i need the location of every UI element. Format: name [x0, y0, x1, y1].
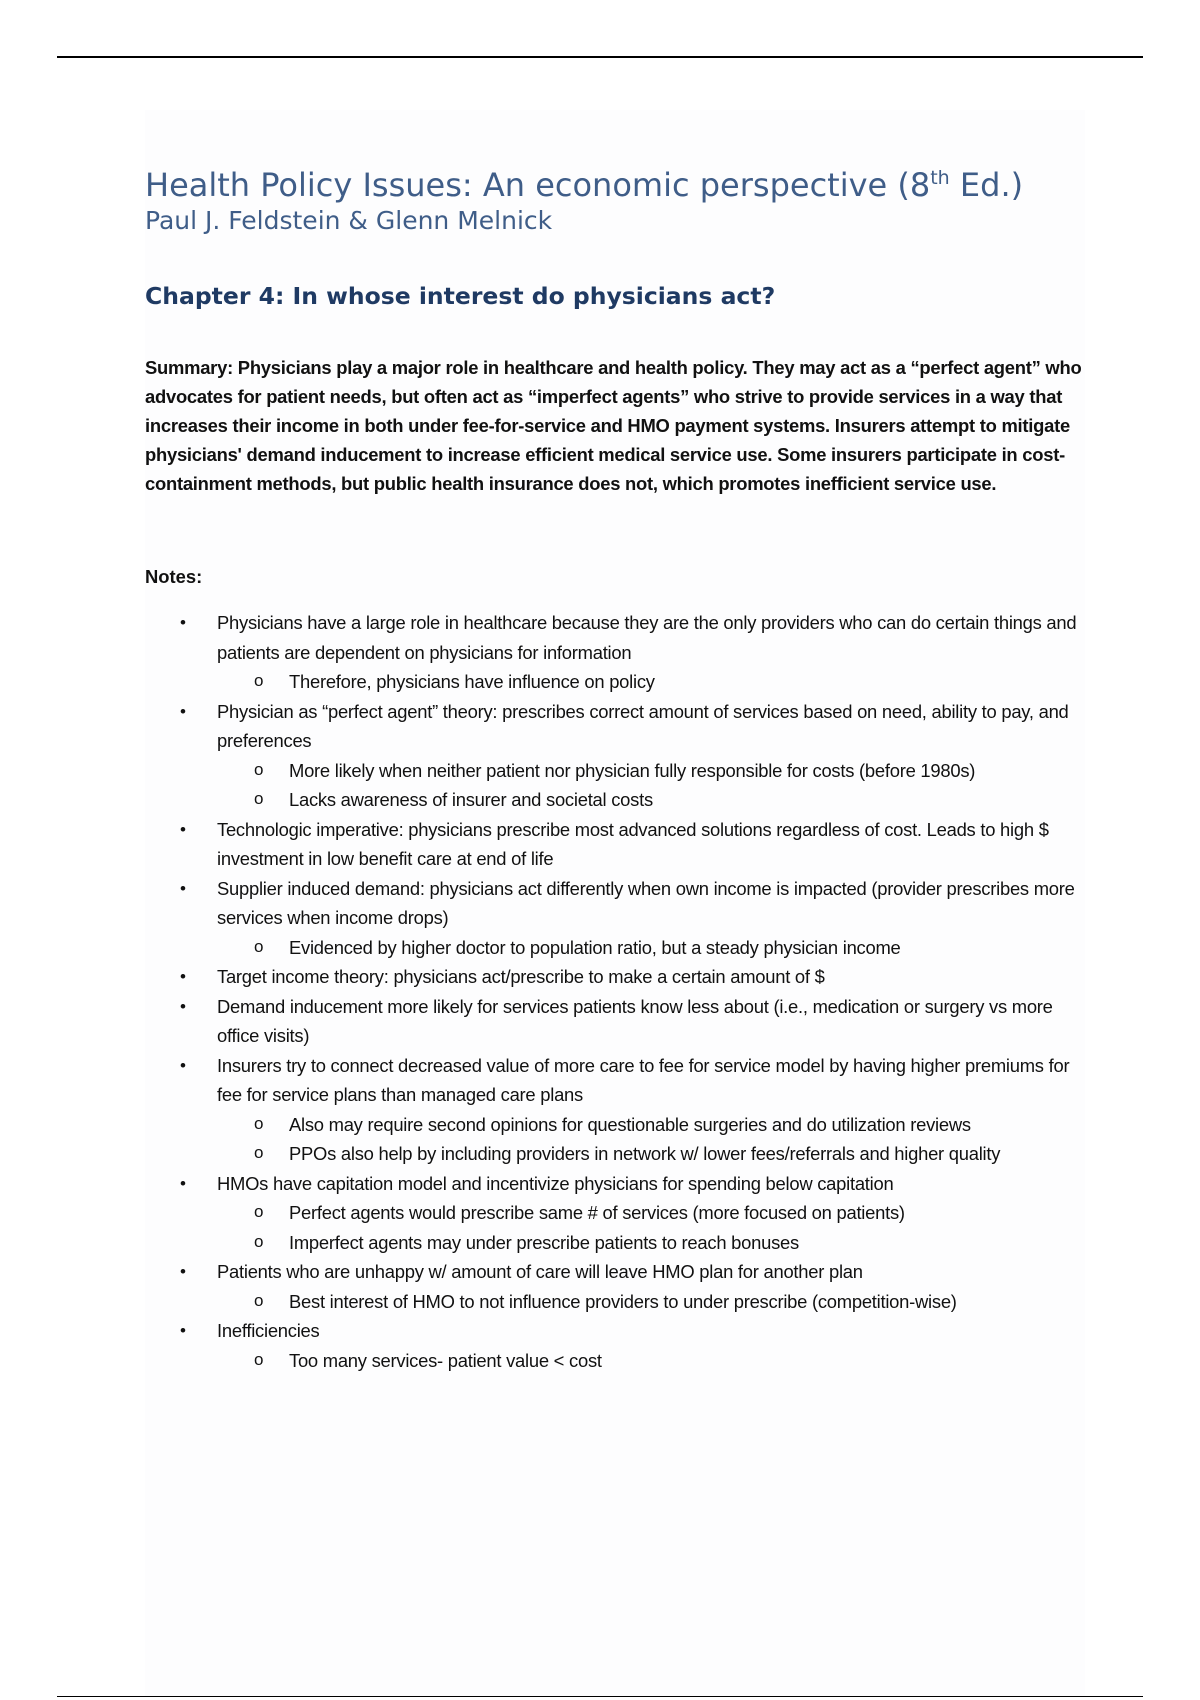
- sub-note-text: Evidenced by higher doctor to population ratio, but a steady physician income: [289, 936, 901, 958]
- note-text: Demand inducement more likely for services patients know less about (i.e., medication or surgery vs more office visits): [217, 995, 1053, 1046]
- hollow-bullet-icon: o: [254, 759, 264, 779]
- sub-note-text: Perfect agents would prescribe same # of services (more focused on patients): [289, 1202, 905, 1223]
- bullet-icon: •: [180, 1055, 186, 1075]
- sub-note-text: Too many services- patient value < cost: [289, 1349, 602, 1371]
- note-item: [145, 1257, 1090, 1316]
- document-title: Health Policy Issues: An economic perspective (8th Ed.): [145, 166, 1024, 204]
- note-text: Patients who are unhappy w/ amount of care will leave HMO plan for another plan: [217, 1261, 863, 1282]
- note-item: [145, 874, 1090, 963]
- note-text: Supplier induced demand: physicians act differently when own income is impacted (provider prescribes more services when income drops): [217, 877, 1075, 928]
- sub-note-item: [217, 1110, 1090, 1140]
- hollow-bullet-icon: o: [254, 936, 264, 956]
- sub-note-item: [217, 1287, 1090, 1317]
- note-text: Insurers try to connect decreased value of more care to fee for service model by having higher premiums for fee for service plans than managed care plans: [217, 1054, 1070, 1105]
- bullet-icon: •: [180, 967, 186, 986]
- sub-note-item: [217, 1139, 1090, 1169]
- bullet-icon: •: [180, 1321, 186, 1340]
- hollow-bullet-icon: o: [254, 671, 264, 690]
- hollow-bullet-icon: o: [254, 1143, 264, 1162]
- sub-note-item: [217, 756, 1090, 786]
- sub-notes-list: [217, 1110, 1090, 1169]
- note-item: [145, 608, 1090, 697]
- sub-note-item: [217, 1346, 1090, 1376]
- bullet-icon: •: [180, 819, 186, 839]
- sub-notes-list: [217, 756, 1090, 815]
- sub-note-item: [217, 1198, 1090, 1228]
- sub-notes-list: [217, 933, 1090, 963]
- hollow-bullet-icon: o: [254, 1202, 264, 1221]
- sub-note-item: [217, 1228, 1090, 1258]
- hollow-bullet-icon: o: [254, 1231, 264, 1251]
- sub-note-item: [217, 785, 1090, 815]
- note-item: [145, 992, 1090, 1051]
- note-text: HMOs have capitation model and incentivize physicians for spending below capitation: [217, 1172, 894, 1194]
- note-text: Physician as “perfect agent” theory: prescribes correct amount of services based on need, ability to pay, and preferences: [217, 700, 1069, 751]
- note-item: [145, 1169, 1090, 1258]
- sub-notes-list: [217, 1287, 1090, 1317]
- hollow-bullet-icon: o: [254, 1113, 264, 1133]
- note-text: Target income theory: physicians act/prescribe to make a certain amount of $: [217, 966, 825, 987]
- bullet-icon: •: [180, 1262, 186, 1281]
- notes-list: [145, 608, 1090, 1375]
- sub-notes-list: [217, 667, 1090, 697]
- note-text: Inefficiencies: [217, 1320, 320, 1341]
- bullet-icon: •: [180, 996, 186, 1016]
- bullet-icon: •: [180, 701, 186, 721]
- sub-note-item: [217, 667, 1090, 697]
- note-item: [145, 815, 1090, 874]
- hollow-bullet-icon: o: [254, 1290, 264, 1310]
- sub-note-text: PPOs also help by including providers in network w/ lower fees/referrals and higher quality: [289, 1143, 1001, 1164]
- authors: Paul J. Feldstein & Glenn Melnick: [145, 206, 553, 235]
- bottom-rule: [57, 1696, 1143, 1697]
- document-body: [145, 165, 1090, 1375]
- bullet-icon: •: [180, 878, 186, 898]
- note-item: [145, 697, 1090, 815]
- note-item: [145, 962, 1090, 992]
- summary-paragraph: Summary: Physicians play a major role in healthcare and health policy. They may act as a “perfect agent” who advocates for patient needs, but often act as “imperfect agents” who strive to provide services in a way that increases their income in both under fee-for-service and HMO payment systems. Insurers attempt to mitigate physicians' demand inducement to increase efficient medical service use. Some insurers participate in cost-containment methods, but public health insurance does not, which promotes inefficient service use.: [145, 357, 1082, 494]
- note-text: Physicians have a large role in healthcare because they are the only providers who can do certain things and patients are dependent on physicians for information: [217, 612, 1077, 663]
- hollow-bullet-icon: o: [254, 1349, 264, 1369]
- bullet-icon: •: [180, 1173, 186, 1193]
- hollow-bullet-icon: o: [254, 789, 264, 808]
- sub-note-text: Best interest of HMO to not influence providers to under prescribe (competition-wise): [289, 1290, 957, 1312]
- bullet-icon: •: [180, 613, 186, 632]
- top-rule: [57, 56, 1143, 58]
- sub-notes-list: [217, 1346, 1090, 1376]
- sub-note-text: More likely when neither patient nor physician fully responsible for costs (before 1980s): [289, 759, 976, 781]
- note-item: [145, 1051, 1090, 1169]
- sub-note-text: Also may require second opinions for questionable surgeries and do utilization reviews: [289, 1113, 971, 1135]
- note-item: [145, 1316, 1090, 1375]
- sub-notes-list: [217, 1198, 1090, 1257]
- note-text: Technologic imperative: physicians prescribe most advanced solutions regardless of cost. Leads to high $ investment in low benefit care at end of life: [217, 818, 1049, 869]
- sub-note-text: Imperfect agents may under prescribe patients to reach bonuses: [289, 1231, 799, 1253]
- sub-note-text: Therefore, physicians have influence on policy: [289, 671, 655, 692]
- sub-note-text: Lacks awareness of insurer and societal costs: [289, 789, 653, 810]
- chapter-heading: Chapter 4: In whose interest do physicians act?: [145, 282, 776, 310]
- notes-label: Notes:: [145, 566, 203, 587]
- sub-note-item: [217, 933, 1090, 963]
